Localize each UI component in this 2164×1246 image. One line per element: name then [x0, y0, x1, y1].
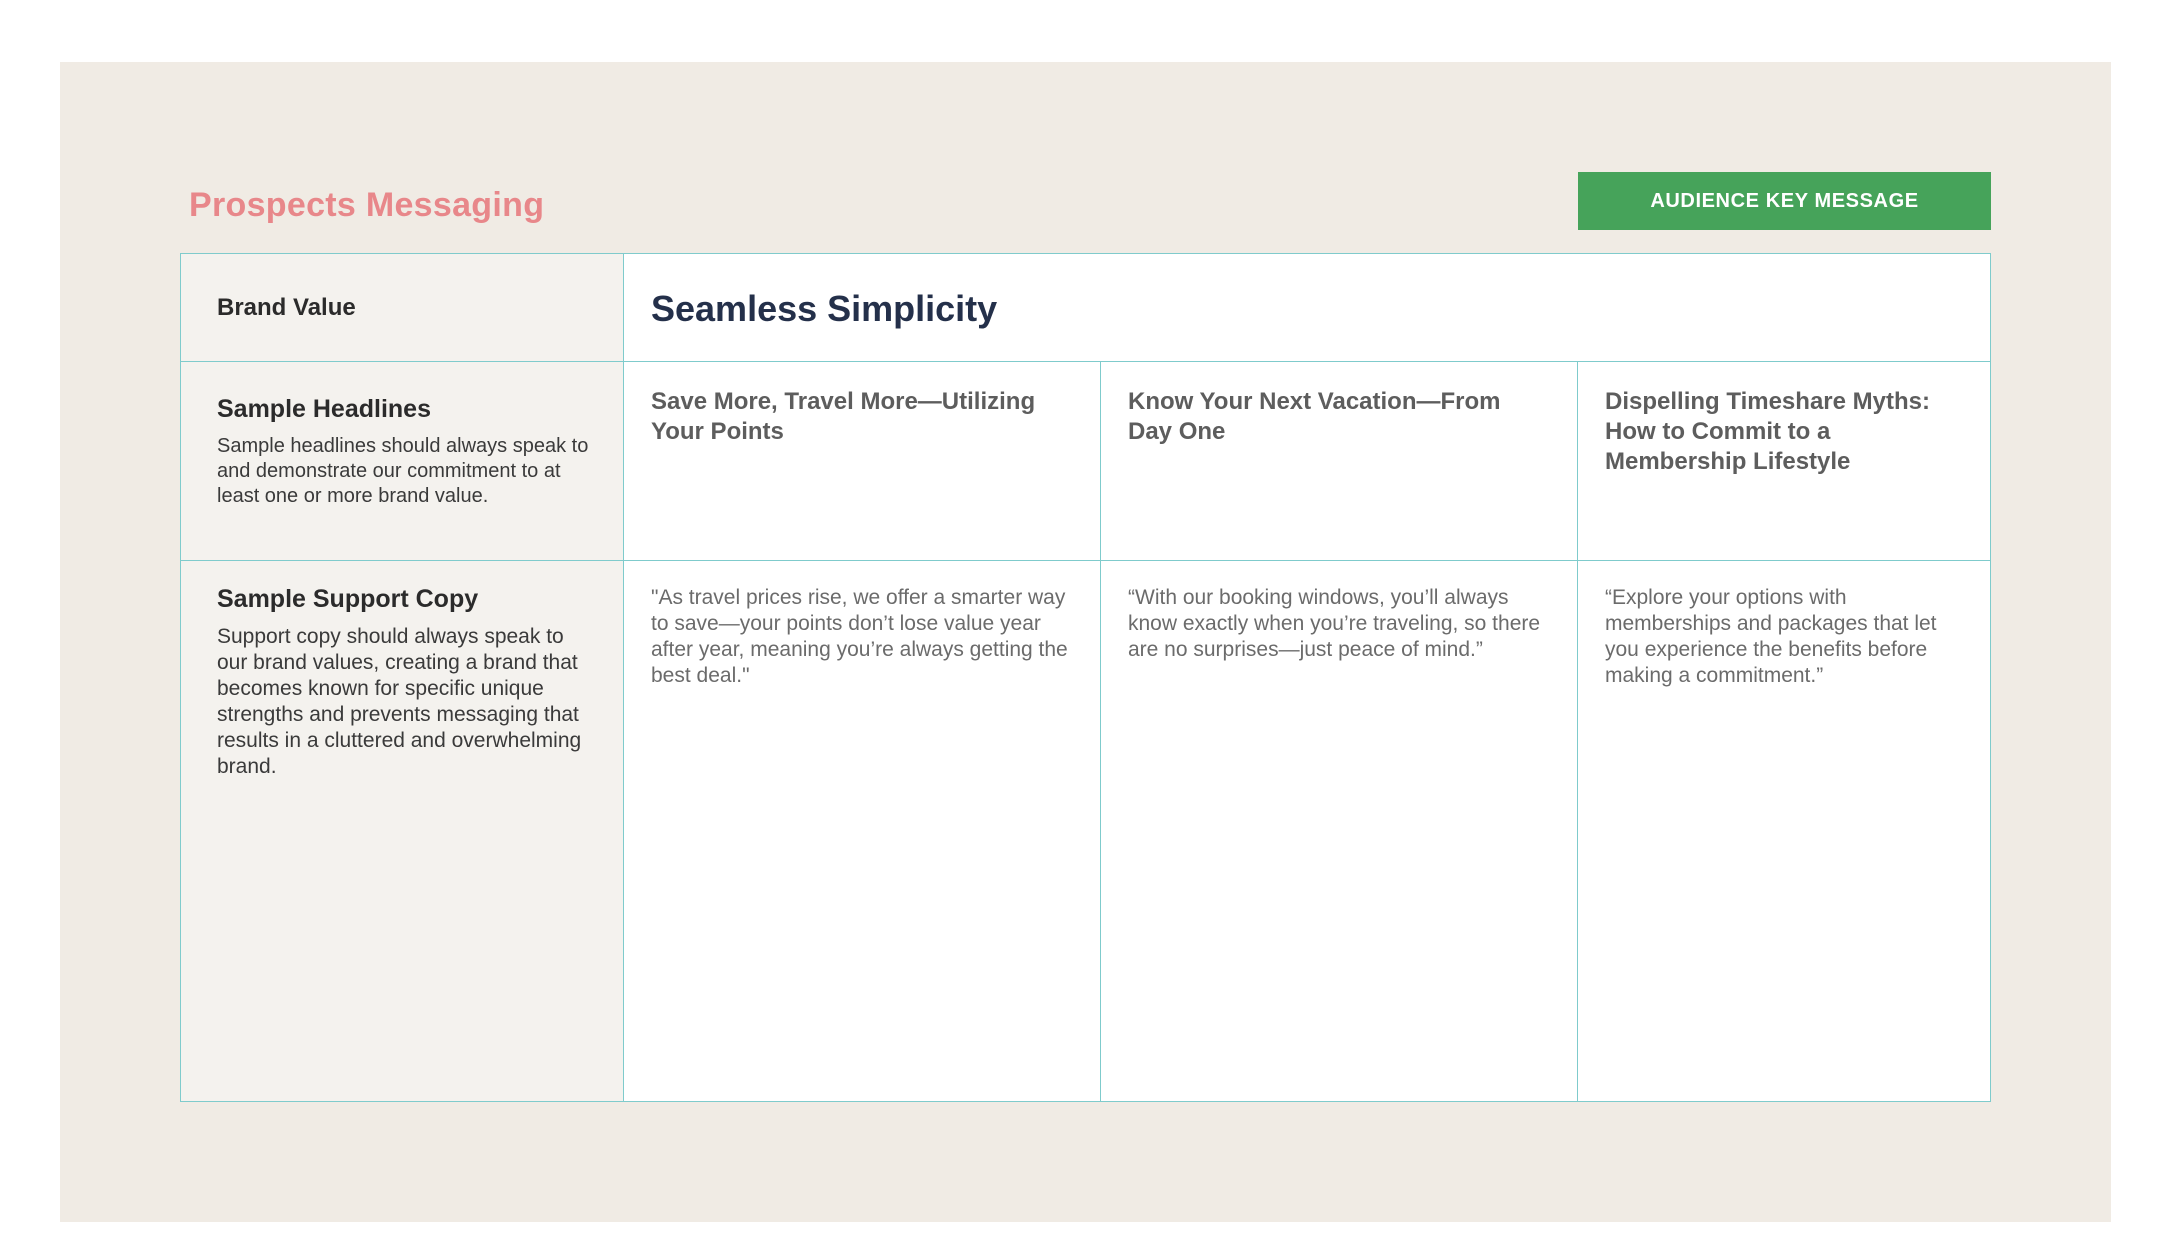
headlines-label: Sample Headlines [217, 395, 431, 423]
support-copy-text: “Explore your options with memberships and packages that let you experience the benefits before making a commitment.” [1605, 586, 1937, 687]
slide-background [60, 62, 2111, 1222]
messaging-table [180, 253, 1991, 1102]
support-cell-3 [1578, 561, 1990, 1101]
audience-key-message-badge: AUDIENCE KEY MESSAGE [1578, 172, 1991, 230]
support-copy-text: “With our booking windows, you’ll always know exactly when you’re traveling, so there are no surprises—just peace of mind.” [1128, 586, 1541, 661]
support-copy-text: "As travel prices rise, we offer a smarter way to save—your points don’t lose value year after year, meaning you’re always getting the best deal." [651, 586, 1068, 687]
headline-text: Save More, Travel More—Utilizing Your Points [651, 388, 1036, 445]
brand-value-label: Brand Value [217, 294, 356, 321]
headline-cell-2 [1101, 362, 1578, 561]
headline-cell-1 [624, 362, 1101, 561]
support-description: Support copy should always speak to our brand values, creating a brand that becomes known for specific unique strengths and prevents messaging that results in a cluttered and overwhelming brand. [217, 625, 582, 778]
page-title: Prospects Messaging [189, 186, 545, 224]
headlines-description: Sample headlines should always speak to and demonstrate our commitment to at least one or more brand value. [217, 435, 589, 507]
headline-cell-3 [1578, 362, 1990, 561]
headline-text: Know Your Next Vacation—From Day One [1128, 388, 1501, 445]
headline-text: Dispelling Timeshare Myths: How to Commit to a Membership Lifestyle [1605, 388, 1930, 475]
brand-value-label-cell [181, 254, 624, 362]
brand-value-title: Seamless Simplicity [624, 254, 1990, 362]
support-label-cell [181, 561, 624, 1101]
support-label: Sample Support Copy [217, 585, 479, 613]
headlines-label-cell [181, 362, 624, 561]
support-cell-1 [624, 561, 1101, 1101]
support-cell-2 [1101, 561, 1578, 1101]
